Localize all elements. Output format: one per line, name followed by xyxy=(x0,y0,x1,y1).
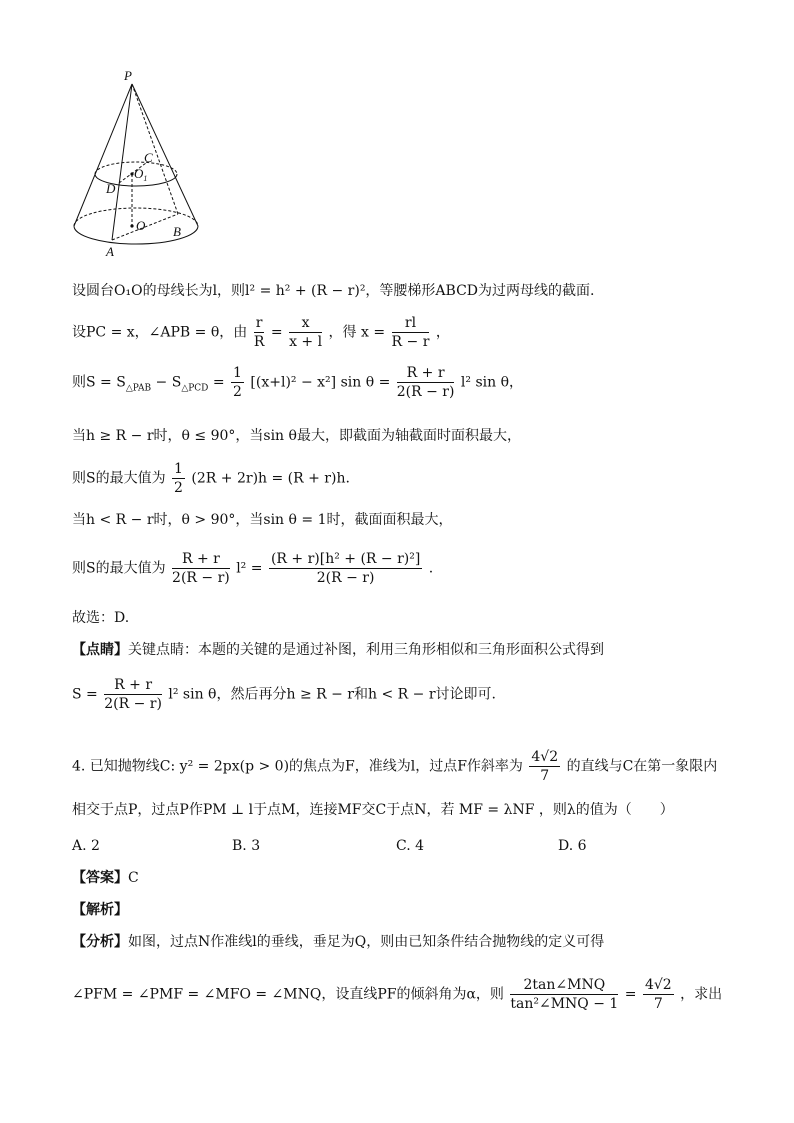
text-line-10 xyxy=(72,676,496,713)
l10-text-a: S = xyxy=(72,686,98,703)
text-line-7 xyxy=(72,550,433,587)
label-B: B xyxy=(173,224,181,239)
text-line-8: 故选：D. xyxy=(72,610,130,626)
label-P: P xyxy=(124,68,132,83)
option-b: B. 3 xyxy=(232,838,261,854)
label-O1: $O_1$ xyxy=(134,166,148,183)
text-line-6: 当h < R − r时，θ > 90°，当sin θ = 1时，截面面积最大， xyxy=(72,512,453,528)
l3-text-a: 则S = S xyxy=(72,374,126,391)
l2-text-a: 设PC = x，∠APB = θ，由 xyxy=(72,324,248,341)
l3-sub-2: △PCD xyxy=(181,383,209,394)
last-text-a: ∠PFM = ∠PMF = ∠MFO = ∠MNQ，设直线PF的倾斜角为α，则 xyxy=(72,986,504,1003)
label-O: O xyxy=(136,218,146,233)
fraction-slope-2: $\frac{4√2}{7}$ xyxy=(644,977,672,1012)
l10-text-b: l² sin θ，然后再分h ≥ R − r和h < R − r讨论即可. xyxy=(168,686,496,703)
l3-text-c: = xyxy=(208,374,225,391)
center-O-dot xyxy=(130,224,133,227)
l9-text: 关键点睛：本题的关键的是通过补图，利用三角形相似和三角形面积公式得到 xyxy=(128,642,604,658)
q4-text-a: 4. 已知抛物线C: y² = 2px(p > 0)的焦点为F，准线为l，过点F作斜率为 xyxy=(72,758,523,775)
cone-figure xyxy=(66,66,206,262)
tag-solution: 【解析】 xyxy=(72,902,128,918)
tag-dianjing: 【点睛】 xyxy=(72,642,128,658)
last-text-b: ，求出 xyxy=(680,986,723,1003)
last-line xyxy=(72,976,722,1013)
analysis-line xyxy=(72,932,604,952)
fraction-Rr-3: $\frac{R + r}{2(R - r)}$ xyxy=(104,677,162,712)
text-line-1: 设圆台O₁O的母线长为l，则l² = h² + (R − r)²，等腰梯形ABCD为过两母线的截面. xyxy=(72,283,595,299)
l5-text-a: 则S的最大值为 xyxy=(72,470,166,487)
l7-text-a: 则S的最大值为 xyxy=(72,560,166,577)
fraction-r-R: $\frac{r}{R}$ xyxy=(253,315,265,350)
l2-text-c: ， xyxy=(435,324,450,341)
l5-text-b: (2R + 2r)h = (R + r)h. xyxy=(191,470,350,487)
l2-text-b: ，得 x = xyxy=(328,324,386,341)
answer-line xyxy=(72,868,139,888)
l2-eq: = xyxy=(270,324,283,341)
l3-text-e: l² sin θ， xyxy=(460,374,524,391)
fraction-half: $\frac{1}{2}$ xyxy=(233,365,242,400)
label-C: C xyxy=(144,150,153,165)
question-4-line-2: 相交于点P，过点P作PM ⊥ l于点M，连接MF交C于点N，若 MF = λNF ，则λ的值为（ ） xyxy=(72,802,674,818)
label-D: D xyxy=(106,181,116,196)
fraction-half-2: $\frac{1}{2}$ xyxy=(174,461,183,496)
label-A: A xyxy=(106,244,114,259)
q4-text-b: 的直线与C在第一象限内 xyxy=(566,758,718,775)
l7-text-c: . xyxy=(428,560,434,577)
tag-analysis: 【分析】 xyxy=(72,934,128,950)
text-line-4: 当h ≥ R − r时，θ ≤ 90°，当sin θ最大，即截面为轴截面时面积最大， xyxy=(72,428,521,444)
l7-text-b: l² = xyxy=(236,560,263,577)
last-eq: = xyxy=(624,986,637,1003)
question-4-line-1 xyxy=(72,748,717,785)
text-line-3 xyxy=(72,364,523,401)
analysis-text: 如图，过点N作准线l的垂线，垂足为Q，则由已知条件结合抛物线的定义可得 xyxy=(128,934,605,950)
l3-sub-1: △PAB xyxy=(125,383,152,394)
text-line-9 xyxy=(72,640,604,660)
text-line-5 xyxy=(72,460,350,497)
generatrix-PB xyxy=(132,84,178,214)
fraction-rl: $\frac{rl}{R - r}$ xyxy=(391,315,430,350)
fraction-Rr-2: $\frac{R + r}{2(R - r)}$ xyxy=(172,551,230,586)
generatrix-right xyxy=(132,84,198,226)
tag-answer: 【答案】 xyxy=(72,870,128,886)
l3-text-b: − S xyxy=(151,374,182,391)
fraction-tan: $\frac{\text{2tan∠MNQ}}{\text{tan²∠MNQ − 1}}$ xyxy=(510,977,619,1012)
fraction-big: $\frac{\text{(R + r)[h² + (R − r)²]}}{2(R - r)}$ xyxy=(270,551,421,586)
solution-tag xyxy=(72,900,128,920)
option-a: A. 2 xyxy=(72,838,100,854)
l3-text-d: [(x+l)² − x²] sin θ = xyxy=(250,374,391,391)
fraction-slope: $\frac{4√2}{7}$ xyxy=(531,749,559,784)
fraction-x-xl: $\frac{x}{x + l}$ xyxy=(289,315,323,350)
fraction-Rr: $\frac{R + r}{2(R - r)}$ xyxy=(396,365,455,400)
option-d: D. 6 xyxy=(558,838,587,854)
text-line-2 xyxy=(72,314,450,351)
option-c: C. 4 xyxy=(396,838,425,854)
answer-value: C xyxy=(128,870,139,886)
